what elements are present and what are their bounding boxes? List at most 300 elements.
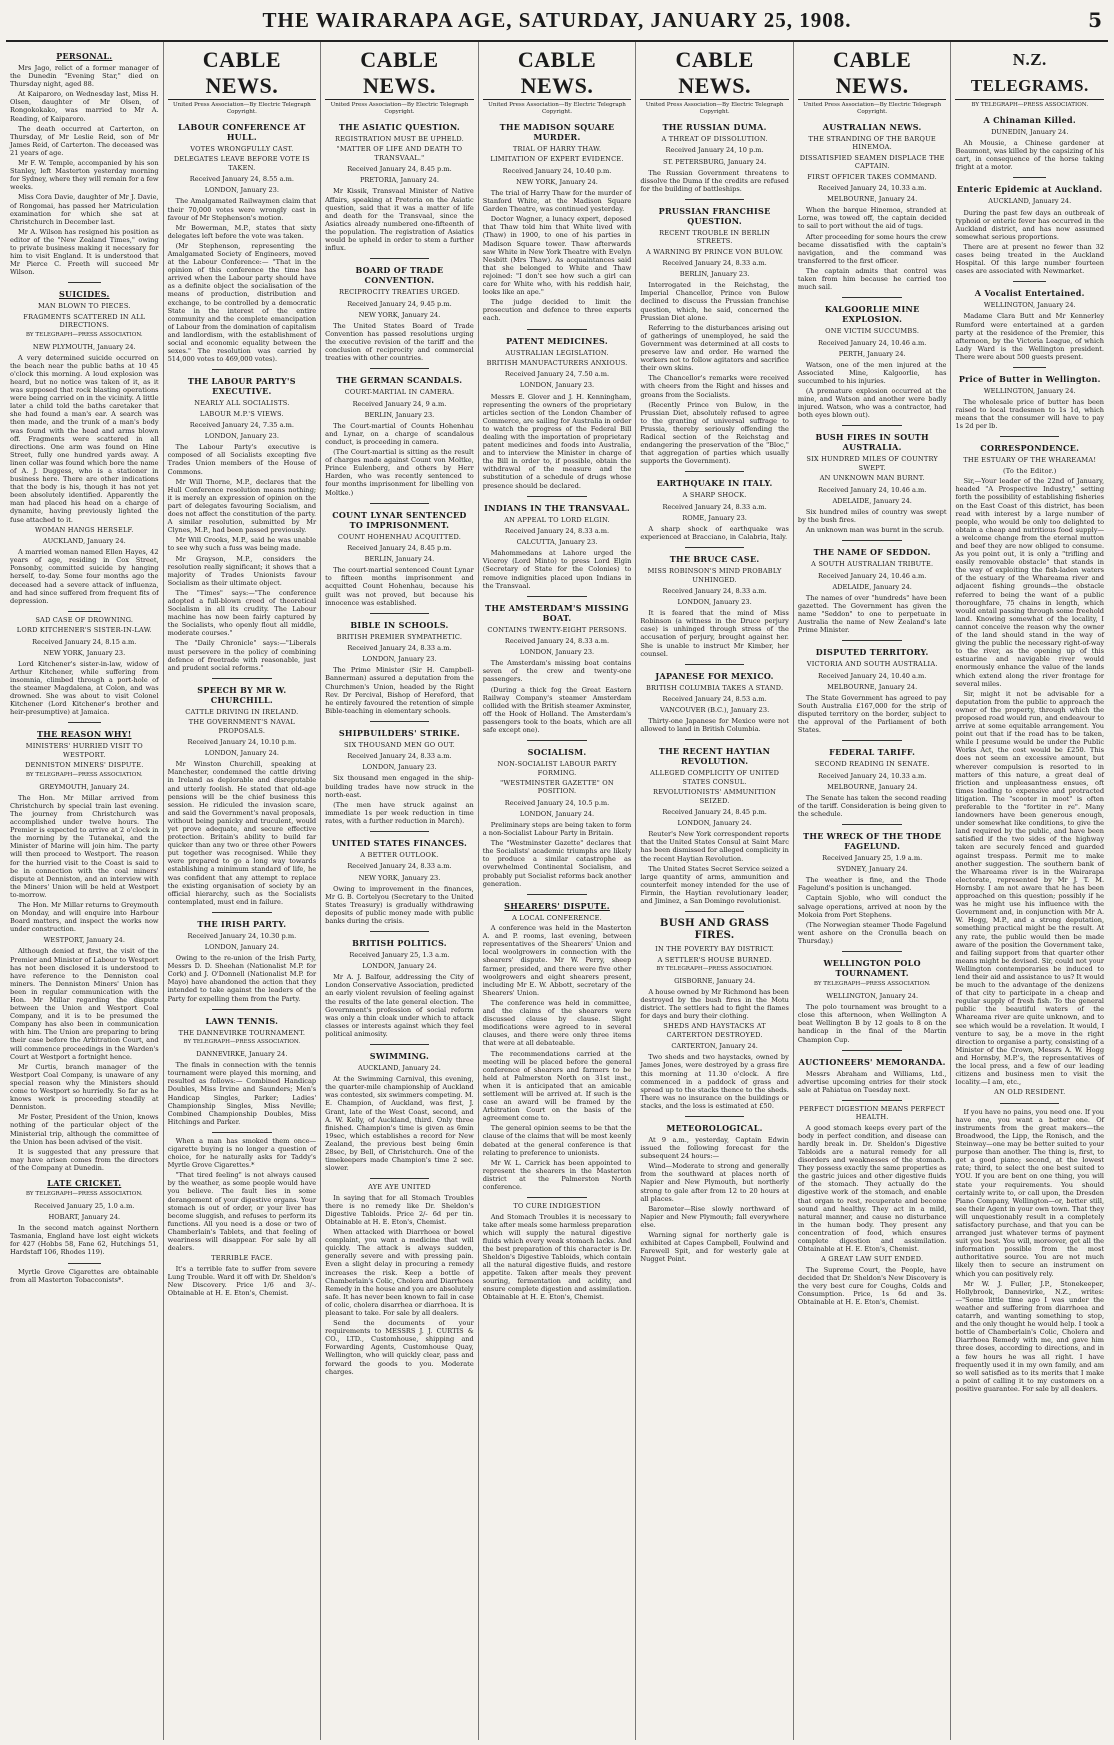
column-heading: N.Z. TELEGRAMS.	[955, 47, 1104, 100]
dateline: NEW YORK, January 23.	[358, 873, 441, 882]
dateline: GREYMOUTH, January 24.	[39, 782, 130, 791]
paragraph: The recommendations carried at the meeting will be placed before the general conference of shearers and farmers to be held at Palmerston North on 31st inst., when it is anticipated that an amicable settlement will be arrived at. If such is the case an award will be framed by the Arbitration Court on the basis of the agreement come to.	[482, 1049, 632, 1123]
divider	[370, 1178, 429, 1179]
paragraph: A very determined suicide occurred on the beach near the public baths at 10 45 o'clock this morning. A loud explosion was heard, but no notice was taken of it, as it was supposed that rock blasting operations were being carried on in the vicinity. A little later a child told the baths caretaker that she had found a man's ear. A search was then made, and the trunk of a man's body was found with the head and arms blown off. Fragments were scattered in all directions. One arm was found on Hine Street, fully one hundred yards away. A linen collar was found which bore the name of A. J. Duggess, who is a stationer in business here. There are other indications that the body is his, though it has not yet been absolutely identified. Apparently the man had placed his head on a charge of dynamite, having previously lighted the fuse attached to it.	[10, 353, 159, 524]
paragraph: Mr Will Thorne, M.P., declares that the Hull Conference resolution means nothing; it is merely an expression of opinion on the part of delegates favouring Socialism, and does not affect the constitution of the party. A similar resolution, submitted by Mr Clynes, M.P., had been passed previously.	[167, 477, 317, 535]
dateline: AUCKLAND, January 24.	[988, 197, 1072, 206]
dateline: Received January 24, 8.33 a.m.	[662, 502, 767, 511]
article-heading: BIBLE IN SCHOOLS.	[350, 619, 449, 630]
byline: BY TELEGRAPH—PRESS ASSOCIATION.	[25, 331, 143, 338]
subheading: A LOCAL CONFERENCE.	[512, 913, 602, 922]
column-personal	[6, 42, 164, 1740]
paragraph: Interrogated in the Reichstag, the Imperial Chancellor, Prince von Bulow declined to discuss the Prussian franchise question, which, he said, concerned the Prussian Diet alone.	[640, 281, 789, 322]
byline: BY TELEGRAPH—PRESS ASSOCIATION.	[813, 981, 931, 988]
divider	[370, 613, 429, 614]
paragraph: Wind—Moderate to strong and generally from the southward at places north of Napier and New Plymouth, but northerly strong to gale after from 12 to 20 hours at all places.	[640, 1162, 789, 1203]
paragraph: The "Westminster Gazette" declares that the Socialists' academic triumphs are likely to produce a similar catastrophe as overwhelmed Continental Socialism, and probably put Socialist reforms back another generation.	[482, 839, 632, 888]
article-heading: A Chinaman Killed.	[983, 115, 1076, 125]
paragraph: Madame Clara Butt and Mr Kennerley Rumford were entertained at a garden party at the residence of the Premier, this afternoon, by the Victoria League, of which Lady Ward is the Wellington president. There were about 500 guests present.	[955, 312, 1105, 361]
dateline: Received January 25, 1.3 a.m.	[349, 951, 450, 960]
divider	[370, 931, 429, 932]
dateline: Received January 25, 1.0 a.m.	[34, 1201, 135, 1210]
dateline: Received January 24, 8.45 p.m.	[347, 544, 452, 553]
dateline: LONDON, January 23.	[362, 763, 437, 772]
divider	[842, 1050, 901, 1051]
byline: BY TELEGRAPH—PRESS ASSOCIATION.	[971, 102, 1089, 108]
subheading: SIX THOUSAND MEN GO OUT.	[343, 740, 455, 749]
paragraph: Mr Will Crooks, M.P., said he was unable to see why such a fuss was being made.	[167, 536, 317, 553]
section-heading: SUICIDES.	[58, 289, 110, 300]
paragraph: The trial of Harry Thaw for the murder of Stanford White, at the Madison Square Garden Theatre, was continued yesterday.	[482, 189, 632, 214]
byline: BY TELEGRAPH—PRESS ASSOCIATION.	[656, 965, 773, 972]
dateline: BERLIN, January 23.	[679, 270, 750, 279]
divider	[370, 1044, 429, 1045]
dateline: CALCUTTA, January 23.	[516, 538, 598, 547]
divider	[212, 678, 271, 679]
dateline: WELLINGTON, January 24.	[826, 992, 919, 1001]
paragraph: Miss Cora Davie, daughter of Mr J. Davie, of Rongomai, has passed her Matriculation examination for which she sat at Christchurch in December last.	[10, 193, 159, 226]
dateline: Received January 24, 9.45 p.m.	[347, 299, 452, 308]
dateline: LONDON, January 23.	[362, 655, 437, 664]
paragraph: The Chancellor's remarks were received with cheers from the Right and hisses and groans from the Socialists.	[640, 374, 789, 399]
paragraph: Mr Winston Churchill, speaking at Manchester, condemned the cattle driving in Ireland as deplorable and disreputable and utterly foolish. He stated that old-age pensions will be the chief business this session. He ridiculed the invasion scare, and said the Government's naval proposals, without being panicky and truculent, would yet prove adequate, and secure effective protection. Britain's ability to build far quicker than any two or three other Powers put together was recognised. While they were prepared to go a long way towards establishing a minimum standard of life, he was confident that any attempt to replace the existing organisation of society by an official hierarchy, such as the Socialists contemplated, must end in failure.	[167, 760, 317, 906]
subheading: BRITISH MANUFACTURERS ANXIOUS.	[486, 358, 628, 367]
divider	[370, 258, 429, 259]
subheading: SHEDS AND HAYSTACKS AT CARTERTON DESTROYED.	[663, 1022, 766, 1039]
paragraph: The Hon. Mr Millar returns to Greymouth on Monday, and will enquire into Harbour Board matters, and inspect the works now under construction.	[10, 900, 159, 934]
dateline: Received January 25, 1.9 a.m.	[822, 854, 923, 863]
article-heading: KALGOORLIE MINE EXPLOSION.	[824, 304, 920, 325]
subheading: RECIPROCITY TREATIES URGED.	[339, 288, 460, 297]
advertisement: Mr W. J. Fuller, J.P., Stonekeeper, Hollybrook, Dannevirke, N.Z., writes:—"Some little time ago I was under the weather and suffering from diarrhoea and catarrh, and wanting something to stop, and the only thought he would help. I took a bottle of Chamberlain's Colic, Cholera and Diarrhoea Remedy with me, and gave him three doses, according to directions, and in a few hours he was all right. I have frequently used it in my own family, and am so well satisfied as to its merits that I make a point of calling it to my customers on a positive guarantee. For sale by all dealers.	[955, 1279, 1105, 1393]
paragraph: The Prime Minister (Sir H. Campbell-Bannerman) assured a deputation from the Churchmen's Union, headed by the Right Rev. Dr Percival, Bishop of Hereford, that he entirely favoured the retention of simple Bible-teaching in elementary schools.	[325, 666, 474, 715]
subheading: A SOUTH AUSTRALIAN TRIBUTE.	[811, 560, 934, 569]
divider	[685, 547, 744, 548]
divider	[685, 199, 744, 200]
dateline: PRETORIA, January 24.	[359, 176, 439, 185]
subheading: REVOLUTIONISTS' AMMUNITION SEIZED.	[653, 788, 777, 805]
paragraph: Ah Mousie, a Chinese gardener at Beaumont, was killed by the capsizing of his cart, in consequence of the horse taking fright at a motor.	[955, 139, 1105, 172]
subheading: DELEGATES LEAVE BEFORE VOTE IS TAKEN.	[173, 155, 310, 172]
article-heading: JAPANESE FOR MEXICO.	[655, 670, 774, 681]
subheading: NON-SOCIALIST LABOUR PARTY FORMING.	[497, 760, 617, 777]
paragraph: Mr Bowerman, M.P., states that sixty delegates left before the vote was taken.	[167, 223, 317, 240]
article-heading: SWIMMING.	[369, 1051, 430, 1062]
paragraph: A house owned by Mr Richmond has been destroyed by the bush fires in the Motu district. The settlers had to fight the flames for days and bury their clothing.	[640, 988, 789, 1021]
dateline: WESTPORT, January 24.	[43, 936, 125, 945]
paragraph: (Mr Stephenson, representing the Amalgamated Society of Engineers, moved at the Labour Conference:— "That in the opinion of this conference the time has arrived when the Labour party should have as a definite object the socialisation of the means of production, distribution and exchange, to be controlled by a democratic State in the interest of the entire community and the complete emancipation of Labour from the domination of capitalism and landlordism, with the establishment of social and economic equality between the sexes." The resolution was carried by 514,000 votes to 469,000 votes).	[167, 241, 317, 364]
article-heading: INDIANS IN THE TRANSVAAL.	[484, 502, 630, 513]
paragraph: The captain admits that control was taken from him because he carried too much sail.	[797, 266, 947, 292]
divider	[842, 740, 901, 741]
divider	[1013, 281, 1046, 282]
advertisement: And Stomach Troubles it is necessary to take after meals some harmless preparation which will supply the natural digestive fluids which every weak stomach lacks. And the best preparation of this character is Dr. Sheldon's Digestive Tabloids, which contain all the natural digestive fluids, and restore appetite. Taken after meals they prevent souring, fermentation and acidity, and ensure complete digestion and assimilation. Obtainable at H. E. Eton's, Chemist.	[482, 1212, 632, 1302]
divider	[527, 740, 586, 741]
dateline: LONDON, January 24.	[204, 749, 279, 758]
subheading: MISS ROBINSON'S MIND PROBABLY UNHINGED.	[647, 567, 782, 584]
divider	[842, 297, 901, 298]
dateline: Received January 24, 8.33 a.m.	[662, 586, 767, 595]
advertisement: "That tired feeling" is not always caused by the weather, as some people would have you believe. The fault lies in some derangement of your digestive organs. Your stomach is out of order, or your liver has become sluggish, and refuses to perform its functions. All you need is a dose or two of Chamberlain's Tablets, and that feeling of weariness will disappear. For sale by all dealers.	[167, 1171, 317, 1253]
paragraph: The weather is fine, and the Thode Fagelund's position is unchanged.	[797, 876, 947, 893]
subheading: BRITISH PREMIER SYMPATHETIC.	[336, 632, 463, 641]
subheading: DISSATISFIED SEAMEN DISPLACE THE CAPTAIN.	[799, 153, 945, 171]
paragraph: Reuter's New York correspondent reports that the United States Consul at Saint Marc has been dismissed for alleged complicity in the recent Haytian Revolution.	[640, 830, 789, 863]
subheading: AN APPEAL TO LORD ELGIN.	[504, 515, 610, 524]
paragraph: Barometer—Rise slowly northward of Napier and New Plymouth; fall everywhere else.	[640, 1204, 789, 1229]
paragraph: At Kaiparoro, on Wednesday last, Miss H. Olsen, daughter of Mr Olsen, of Rongokokako, was married to Mr A. Reading, of Kaiparoro.	[10, 90, 159, 123]
paragraph: The Senate has taken the second reading of the tariff. Consideration is being given to the schedule.	[797, 793, 947, 818]
subheading: A SETTLER'S HOUSE BURNED.	[657, 955, 772, 964]
dateline: Received January 24, 8.55 a.m.	[189, 175, 294, 184]
subheading: RECENT TROUBLE IN BERLIN STREETS.	[659, 228, 771, 246]
divider	[527, 894, 586, 895]
article-heading: BOARD OF TRADE CONVENTION.	[355, 265, 444, 286]
article-heading: THE BRUCE CASE.	[669, 554, 760, 565]
dateline: Received January 24, 10.40 p.m.	[502, 166, 612, 175]
subheading: ALLEGED COMPLICITY OF UNITED STATES CONSUL.	[650, 769, 780, 786]
paragraph: Lord Kitchener's sister-in-law, widow of Arthur Kitchener, while suffering from insomnia, climbed through a port-hole of the steamer Magdalena, at Colon, and was drowned. She was about to visit Colonel Kitchener (Lord Kitchener's brother and heir-presumptive) at Jamaica.	[10, 659, 159, 717]
paragraph: The State Government has agreed to pay South Australia £167,000 for the strip of disputed territory on the border, subject to the approval of the Parliament of both States.	[797, 693, 947, 735]
paragraph: When the barque Hinemoa, stranded at Lorne, was towed off, the captain decided to sail to port without the aid of tugs.	[797, 206, 947, 231]
article-heading: FEDERAL TARIFF.	[829, 747, 916, 758]
divider	[1013, 367, 1046, 368]
paragraph: The Russian Government threatens to dissolve the Duma if the credits are refused for the building of battleships.	[640, 168, 789, 193]
subheading: WOMAN HANGS HERSELF.	[34, 525, 134, 534]
divider	[842, 1100, 901, 1101]
subheading: "MATTER OF LIFE AND DEATH TO TRANSVAAL."	[336, 145, 463, 162]
paragraph: The Hon. Mr Millar arrived from Christchurch by special train last evening. The journey from Christchurch was accomplished under twelve hours. The Premier is expected to arrive at 2 o'clock in the morning by the Tutanekai, and the Minister of Marine will join him. The party will then proceed to Westport. The reason for the hurried visit to the Coast is said to be in connection with the coal miners' dispute at Denniston, and an interview with the Miners' Union will be held at Westport to-morrow.	[10, 793, 159, 899]
paragraph: Mr Kissik, Transvaal Minister of Native Affairs, speaking at Pretoria on the Asiatic question, said that it was a matter of life and death for the Transvaal, since the Asiatics already numbered one-fifteenth of the population. The registration of Asiatics would be upheld in order to stem a further influx.	[325, 187, 474, 253]
dateline: DUNEDIN, January 24.	[991, 128, 1069, 136]
subheading: LABOUR M.P.'S VIEWS.	[199, 409, 284, 418]
advertisement: Send the documents of your requirements to MESSRS J. J. CURTIS & CO., LTD., Customhouse, shipping and Forwarding Agents, Customhouse Quay, Wellington, who will quickly clear, pass and forward the goods to you. Moderate charges.	[325, 1319, 474, 1376]
dateline: MELBOURNE, January 24.	[827, 782, 918, 791]
subheading: A WARNING BY PRINCE VON BULOW.	[645, 247, 784, 256]
dateline: AUCKLAND, January 24.	[42, 537, 126, 546]
paragraph: Mr A. Wilson has resigned his position as editor of the "New Zealand Times," owing to private business making it necessary for him to visit England. It is understood that Mr Pierce C. Freeth will succeed Mr Wilson.	[10, 227, 159, 277]
dateline: NEW YORK, January 23.	[43, 648, 126, 657]
subheading: VICTORIA AND SOUTH AUSTRALIA.	[806, 660, 938, 669]
subheading: THE ESTUARY OF THE WHAREAMA!	[963, 456, 1097, 465]
paragraph: Mrs Jago, relict of a former manager of the Dunedin "Evening Star," died on Thursday night, aged 88.	[10, 64, 159, 89]
paragraph: Owing to improvement in the finances, Mr G. B. Cortelyou (Secretary to the United States Treasury) is gradually withdrawing deposits of public money made with public banks during the crisis.	[325, 884, 474, 925]
paragraph: The Labour Party's executive is composed of all Socialists excepting five Trades Union members of the House of Commons.	[167, 443, 317, 476]
article-heading: BUSH AND GRASS FIRES.	[659, 918, 770, 942]
subheading: REGISTRATION MUST BE UPHELD.	[334, 135, 464, 143]
paragraph: The United States Board of Trade Convention has passed resolutions urging the executive revision of the tariff and the conclusion of reciprocity and commercial treaties with other countries.	[325, 321, 474, 363]
subheading: THE GOVERNMENT'S NAVAL PROPOSALS.	[188, 718, 295, 735]
dateline: Received January 24, 8.45 p.m.	[347, 165, 452, 174]
divider	[212, 912, 271, 913]
divider	[1000, 1103, 1059, 1104]
divider	[842, 540, 901, 541]
advertisement: It's a terrible fate to suffer from severe Lung Trouble. Ward it off with Dr. Sheldon's New Discovery. Price 1/6 and 3/-. Obtainable at H. E. Eton's, Chemist.	[167, 1264, 317, 1297]
dateline: Received January 24, 10.30 p.m.	[187, 931, 297, 940]
dateline: LONDON, January 23.	[519, 648, 595, 657]
divider	[212, 369, 271, 370]
paragraph: A sharp shock of earthquake was experienced at Bracciano, in Calabria, Italy.	[640, 524, 789, 542]
subheading: (To the Editor.)	[1003, 466, 1057, 475]
dateline: NEW YORK, January 24.	[358, 310, 441, 319]
newspaper-title: THE WAIRARAPA AGE, SATURDAY, JANUARY 25, 1908.	[262, 7, 852, 32]
paragraph: Preliminary steps are being taken to form a non-Socialist Labour Party in Britain.	[482, 820, 632, 838]
dateline: Received January 24, 10.46 a.m.	[817, 571, 927, 580]
copyright-note: United Press Association—By Electric Telegraph Copyright.	[645, 102, 784, 115]
paragraph: A married woman named Ellen Hayes, 42 years of age, residing in Cox Street, Ponsonby, committed suicide by hanging herself, to-day. Some four months ago the deceased had a severe attack of influenza, and had since suffered from frequent fits of depression.	[10, 548, 159, 605]
column-cable-news-1	[164, 42, 322, 1740]
page-number: 5	[1088, 8, 1102, 32]
paragraph: At the Swimming Carnival, this evening, the quarter-mile championship of Auckland was contested, six swimmers competing. M. E. Champion, of Auckland, was first, J. Grant, late of the West Coast, second, and A. W. Kelly, of Auckland, third. Only three finished. Champion's time is given as 6min 19sec, which establishes a record for New Zealand, the previous best being 6min 28sec, by Bell, of Christchurch. One of the timekeepers made Champion's time 2 sec. slower.	[325, 1075, 474, 1173]
copyright-note: United Press Association—By Electric Telegraph Copyright.	[803, 102, 942, 115]
dateline: Received January 24, 10.46 a.m.	[817, 485, 927, 494]
divider	[527, 329, 586, 330]
dateline: Received January 24, 8.33 a.m.	[347, 752, 452, 761]
byline: BY TELEGRAPH—PRESS ASSOCIATION.	[25, 1190, 143, 1197]
divider	[68, 722, 101, 723]
paragraph: An unknown man was burnt in the scrub.	[805, 526, 945, 534]
article-heading: THE RECENT HAYTIAN REVOLUTION.	[658, 746, 771, 767]
subheading: THE DANNEVIRKE TOURNAMENT.	[178, 1028, 306, 1037]
paragraph: Thirty-one Japanese for Mexico were not allowed to land in British Columbia.	[640, 717, 789, 734]
paragraph: During the past few days an outbreak of typhoid or enteric fever has occurred in the Auckland district, and has now assumed somewhat serious proportions.	[955, 208, 1105, 241]
dateline: LONDON, January 24.	[204, 943, 279, 951]
article-heading: BUSH FIRES IN SOUTH AUSTRALIA.	[815, 432, 929, 453]
article-heading: THE IRISH PARTY.	[197, 918, 287, 929]
dateline: Received January 24, 8.45 p.m.	[662, 808, 767, 817]
subheading: MAN BLOWN TO PIECES.	[37, 302, 131, 311]
dateline: Received January 24, 8.15 a.m.	[32, 637, 137, 646]
subheading: "WESTMINSTER GAZETTE" ON POSITION.	[500, 778, 614, 796]
ad-heading: PERFECT DIGESTION MEANS PERFECT HEALTH.	[799, 1104, 946, 1122]
dateline: Received January 24, 7.50 a.m.	[504, 370, 610, 379]
dateline: GISBORNE, January 24.	[674, 976, 756, 985]
byline: BY TELEGRAPH—PRESS ASSOCIATION.	[183, 1039, 301, 1046]
dateline: LONDON, January 23.	[677, 598, 752, 607]
paragraph: Sir, might it not be advisable for a deputation from the public to approach the owner of the property, through which the proposed road would run, and endeavour to arrive at some equitable arrangement. You point out that if the road has to be taken, while I presume would be under the Public Works Act, the cost would be £250. This does not seem an excessive amount, but wherever compulsion is resorted to in matters of this nature, a great deal of friction and unpleasantness ensues, oft times leading to expensive and protracted litigation. The "scooter in moot" is often preferable to the "fortiter in re". Many landowners have been generous enough, under somewhat like conditions, to give the land required by the public, and have been satisfied if the two sides of the highway taken are securely fenced and guarded against trespass. Permit me to make another suggestion. The southern bank of the Whareama river is in the Wairarapa electorate, represented by Mr J. T. M. Hornsby. I am not aware that he has been approached on this question; possibly if he was he might use his influence with the Government and, in conjunction with Mr A. W. Hogg, M.P., and a strong deputation, something practical might be the result. At any rate, the public would then be made aware of the position the Government take, and failing support from that quarter other means might be devised. Sir, could not your Wellington contemporaries be induced to lend their aid and assistance to us? It would be much to the advantage of the denizens of that city to participate in a cheap and regular supply of fresh fish. To the general public the beautiful waters of the Whareama river are quite unknown, and to see which would be a revelation. It would, I venture to say, be a move in the right direction to organise a party, consisting of a Minister of the Crown, Messrs A. W. Hogg and Hornsby, M.P.'s, the representatives of the local press, and a few of our leading citizens and business men to visit the locality.—I am, etc.,	[955, 689, 1105, 1087]
dateline: Received January 24, 10.33 a.m.	[817, 771, 927, 780]
column-cable-news-5	[794, 42, 952, 1740]
column-cable-news-2	[321, 42, 479, 1740]
dateline: Received January 24, 10.40 a.m.	[817, 671, 927, 680]
advertisement: When attacked with Diarrhoea or bowel complaint, you want a medicine that will quickly. The attack is always sudden, generally severe and with pressing pain. Even a slight delay in procuring a remedy increases the risk. Keep a bottle of Chamberlain's Colic, Cholera and Diarrhoea Remedy in the house and you are absolutely safe. It has never been known to fail in case of colic, cholera disarrhea or diarrhoea. It is pleasant to take. For sale by all dealers.	[325, 1228, 474, 1317]
dateline: NEW PLYMOUTH, January 24.	[32, 342, 136, 351]
dateline: LONDON, January 24.	[677, 819, 752, 828]
divider	[370, 503, 429, 504]
paragraph: The conference was held in committee, and the claims of the shearers were discussed clause by clause. Slight modifications were agreed to in several clauses, and there were only three items that were at all debateable.	[482, 998, 632, 1048]
dateline: MELBOURNE, January 24.	[827, 682, 918, 691]
column-heading: CABLE NEWS.	[325, 47, 474, 100]
paragraph: It is suggested that any pressure that may have arisen comes from the directors of the Company at Dunedin.	[10, 1147, 159, 1172]
article-heading: THE NAME OF SEDDON.	[813, 547, 931, 558]
dateline: WELLINGTON, January 24.	[983, 301, 1076, 310]
article-heading: SPEECH BY MR W. CHURCHILL.	[197, 684, 287, 705]
dateline: DANNEVIRKE, January 24.	[196, 1050, 288, 1059]
article-heading: SOCIALISM.	[527, 747, 587, 758]
subheading: MINISTERS' HURRIED VISIT TO WESTPORT.	[25, 742, 143, 759]
paragraph: Messrs E. Glover and J. H. Kenningham, representing the owners of the proprietary articles section of the London Chamber of Commerce, are sailing for Australia in order to watch the progress of the Federal Bill dealing with the importation of proprietary patent medicines and foods into Australia, and to interview the Minister in charge of the Bill in order to, if possible, obtain the withdrawal of the measure and the substitution of a schedule of drugs whose presence should be declared.	[482, 392, 632, 490]
article-heading: SHIPBUILDERS' STRIKE.	[338, 727, 461, 738]
subheading: CATTLE DRIVING IN IRELAND.	[185, 707, 299, 716]
divider	[685, 471, 744, 472]
article-heading: THE WRECK OF THE THODE FAGELUND.	[803, 831, 942, 852]
column-heading: CABLE NEWS.	[483, 47, 632, 100]
column-nz-telegrams	[951, 42, 1108, 1740]
subheading: SAD CASE OF DROWNING.	[35, 615, 134, 624]
paragraph: Doctor Wagner, a lunacy expert, deposed that Thaw told him that White lived with (Thaw) in 1900, to one of his parties in Madison Square tower. Thaw afterwards saw White in New York Theatre with Evelyn Nesbitt (Mrs Thaw). As acquaintances said that she belonged to White and Thaw rejoined: "I don't see how such a girl can care for White who, with his reddish hair, looks like an ape."	[482, 215, 632, 297]
paragraph: (The Norwegian steamer Thode Fagelund went ashore on the Cronulla beach on Thursday.)	[797, 920, 947, 945]
divider	[1000, 436, 1059, 437]
article-heading: THE AMSTERDAM'S MISSING BOAT.	[485, 602, 629, 623]
subheading: A SHARP SHOCK.	[682, 491, 747, 500]
copyright-note: United Press Association—By Electric Telegraph Copyright.	[330, 102, 469, 115]
article-heading: WELLINGTON POLO TOURNAMENT.	[823, 958, 921, 979]
dateline: ROME, January 23.	[682, 513, 747, 522]
dateline: Received January 24, 8.33 a.m.	[504, 637, 610, 646]
paragraph: It is feared that the mind of Miss Robinson (a witness in the Druce perjury case) is unhinged through stress of the accusation of perjury, brought against her. She is unable to instruct Mr Kimber, her counsel.	[640, 609, 789, 658]
dateline: Received January 24, 10.33 a.m.	[817, 184, 927, 193]
subheading: FRAGMENTS SCATTERED IN ALL DIRECTIONS.	[23, 312, 146, 330]
subheading: ONE VICTIM SUCCUMBS.	[825, 327, 920, 336]
article-heading: PATENT MEDICINES.	[506, 335, 608, 346]
article-heading: A Vocalist Entertained.	[974, 288, 1085, 299]
subheading: CONTAINS TWENTY-EIGHT PERSONS.	[487, 625, 627, 634]
subheading: VOTES WRONGFULLY CAST.	[190, 145, 294, 153]
article-heading: UNITED STATES FINANCES.	[331, 838, 468, 849]
paragraph: Owing to the re-union of the Irish Party, Messrs D. D. Sheehan (Nationalist M.P. for Cork) and J. O'Donnell (Nationalist M.P. for Mayo) have abandoned the action that they intended to take against the leaders of the Party for expelling them from the Party.	[167, 954, 317, 1003]
ad-heading: AYE AYE UNITED	[368, 1183, 431, 1192]
columns	[6, 42, 1108, 1740]
divider	[370, 368, 429, 369]
divider	[212, 1009, 271, 1010]
article-heading: BRITISH POLITICS.	[352, 938, 447, 949]
article-heading: AUSTRALIAN NEWS.	[822, 122, 922, 132]
dateline: ADELAIDE, January 24.	[832, 496, 912, 505]
paragraph: Mr A. J. Balfour, addressing the City of London Conservative Association, predicted an early violent revulsion of feeling against the results of the late general election. The Government's profession of social reform was only a thin cloak under which to attack classes or interests against which they feel political animosity.	[325, 973, 474, 1038]
dateline: Received January 24, 8.33 a.m.	[662, 259, 767, 268]
article-heading: LABOUR CONFERENCE AT HULL.	[178, 122, 306, 142]
column-heading: CABLE NEWS.	[168, 47, 317, 100]
divider	[685, 911, 744, 912]
paragraph: Mr Curtis, branch manager of the Westport Coal Company, is unaware of any special reason why the Ministers should come to Westport so hurriedly. So far as he knows work is proceeding steadily at Denniston.	[10, 1062, 159, 1112]
divider	[212, 1132, 271, 1133]
paragraph: Mr Grayson, M.P., considers the resolution really significant; it shows that a majority of Trades Unionists favour Socialism as their ultimate object.	[167, 554, 317, 587]
subheading: DENNISTON MINERS' DISPUTE.	[25, 761, 144, 770]
divider	[370, 721, 429, 722]
paragraph: Sir,—Your leader of the 22nd of January, headed "A Prospective Industry," setting forth the possibility of establishing fisheries on the East Coast of this district, has been read with interest by a large number of people, who would be only too delighted to obtain a cheap and nutritious food supply—a welcome change from the eternal mutton and beef they are now obliged to consume. As you point out, it is only a "trifling and easily removable obstacle" that stands in the way of exploiting the fish-laden waters of the estuary of the Whareama river and adjacent fishing grounds—the obstacle referred to being the want of a public thoroughfare, 75 chains in length, which would entail passing through some freehold land. Knowing somewhat of the locality, I cannot conceive the reason why the owner of the land should stand in the way of giving the public the necessary right-of-way to the river, as the opening up of this estuarine and navigable river would enormously enhance the value of the lands which extend along the river frontage for several miles.	[955, 477, 1105, 688]
paragraph: There are at present no fewer than 32 cases being treated in the Auckland Hospital. Of this large number fourteen cases are associated with Newmarket.	[955, 242, 1105, 276]
paragraph: Two sheds and two haystacks, owned by James Jones, were destroyed by a grass fire this morning at 11.30 o'clock. A fire commenced in a paddock of grass and spread up to the stacks thence to the sheds. There was no insurance on the buildings or stacks, and the loss is estimated at £50.	[640, 1053, 789, 1110]
paragraph: Referring to the disturbances arising out of gatherings of unemployed, he said the Government was determined at all costs to preserve law and order. He warned the workers not to follow agitators and sacrifice their own skins.	[640, 323, 789, 373]
article-heading: DISPUTED TERRITORY.	[815, 647, 929, 658]
paragraph: Six thousand men engaged in the ship-building trades have now struck in the north-east.	[325, 774, 474, 799]
article-heading: LAWN TENNIS.	[205, 1015, 279, 1026]
paragraph: The court-martial sentenced Count Lynar to fifteen months imprisonment and acquitted Count Hohenhau, because his guilt was not proved, but because his innocence was established.	[325, 566, 474, 607]
paragraph: The Amalgamated Railwaymen claim that their 70,000 votes were wrongly cast in favour of Mr Stephenson's motion.	[167, 197, 317, 222]
paragraph: Mr F. W. Temple, accompanied by his son Stanley, left Masterton yesterday morning for Sydney, where they will remain for a few weeks.	[10, 159, 159, 192]
section-heading: THE REASON WHY!	[37, 729, 132, 740]
article-heading: THE ASIATIC QUESTION.	[338, 122, 460, 132]
article-heading: CORRESPONDENCE.	[980, 443, 1080, 454]
dateline: Received January 24, 8.53 a.m.	[662, 695, 767, 704]
advertisement: The Supreme Court, the People, have decided that Dr. Sheldon's New Discovery is the very best cure for Coughs, Colds and Consumption. Price, 1s 6d and 3s. Obtainable at H. E. Eton's, Chemist.	[797, 1265, 947, 1306]
dateline: AUCKLAND, January 24.	[357, 1064, 441, 1073]
paragraph: The "Daily Chronicle" says:—"Liberals must persevere in the policy of combining defence of freetrade with reasonable, just and prudent social reforms."	[167, 639, 317, 672]
divider	[68, 611, 101, 612]
dateline: LONDON, January 24.	[519, 809, 595, 818]
dateline: Received January 24, 9 a.m.	[352, 399, 447, 408]
divider	[68, 282, 101, 283]
paragraph: At 9 a.m., yesterday, Captain Edwin issued the following forecast for the subsequent 24 hours:—	[640, 1135, 789, 1161]
dateline: SYDNEY, January 24.	[836, 865, 908, 874]
paragraph: The names of over "hundreds" have been gazetted. The Government has given the name "Seddon" to one to perpetuate in Australia the name of New Zealand's late Prime Minister.	[797, 593, 947, 635]
subheading: COURT-MARTIAL IN CAMERA.	[344, 388, 455, 397]
copyright-note: United Press Association—By Electric Telegraph Copyright.	[488, 102, 626, 115]
signature: AN OLD RESIDENT.	[994, 1088, 1066, 1097]
paragraph: Messrs Abraham and Williams, Ltd., advertise upcoming entries for their stock sale at Pahiatua on Tuesday next.	[797, 1069, 947, 1094]
advertisement: A good stomach keeps every part of the body in perfect condition, and disease can hardly break in. Dr. Sheldon's Digestive Tabloids are a natural remedy for all disorders and weaknesses of the stomach. They possess exactly the same properties as the gastric juices and other digestive fluids of the stomach. They actually do the digestive work of the stomach, and enable that organ to rest, recuperate and become sound and healthy. They act in a mild, natural manner, and cause no disturbance in the human body. They present any concentration of food, which ensures complete digestion and assimilation. Obtainable at H. E. Eton's, Chemist.	[797, 1123, 947, 1254]
subheading: A THREAT OF DISSOLUTION.	[661, 135, 768, 143]
paragraph: (Recently Prince von Bulow, in the Prussian Diet, absolutely refused to agree to the granting of universal suffrage to Prussia, thereby seriously offending the Radical section of the Reichstag and endangering the preservation of the "Bloc," that aggregation of parties which usually supports the Government).	[640, 400, 789, 466]
divider	[527, 1197, 586, 1198]
advertisement: Myrtle Grove Cigarettes are obtainable from all Masterton Tobacconists*.	[10, 1267, 159, 1284]
article-heading: THE RUSSIAN DUMA.	[662, 122, 767, 132]
article-heading: SHEARERS' DISPUTE.	[504, 900, 610, 911]
article-heading: THE GERMAN SCANDALS.	[336, 375, 463, 386]
dateline: LONDON, January 23.	[204, 186, 279, 195]
dateline: Received January 24, 7.35 a.m.	[189, 421, 294, 430]
paragraph: (A premature explosion occurred at the mine, and Watson and another were badly injured. Watson, who was a contractor, had both eyes blown out).	[797, 387, 947, 420]
article-heading: COUNT LYNAR SENTENCED TO IMPRISONMENT.	[332, 509, 467, 530]
paragraph: The "Times" says:—"The conference adopted a full-blown creed of theoretical Socialism in all its crudity. The Labour machine has now been fairly captured by the Socialists, who openly flout all middle, moderate courses."	[167, 588, 317, 638]
paragraph: The general opinion seems to be that the clause of the claims that will be most keenly debated at the general conference is that relating to preference to unionists.	[482, 1124, 632, 1157]
dateline: VANCOUVER (B.C.), January 23.	[660, 706, 770, 715]
subheading: LORD KITCHENER'S SISTER-IN-LAW.	[16, 626, 152, 635]
dateline: ST. PETERSBURG, January 24.	[663, 157, 767, 166]
dateline: LONDON, January 24.	[362, 962, 437, 971]
dateline: MELBOURNE, January 24.	[827, 195, 918, 204]
article-heading: EARTHQUAKE IN ITALY.	[656, 478, 773, 489]
divider	[842, 425, 901, 426]
dateline: ADELAIDE, January 24.	[832, 582, 912, 591]
divider	[685, 1116, 744, 1117]
divider	[842, 824, 901, 825]
section-heading: PERSONAL.	[56, 51, 113, 61]
article-heading: PRUSSIAN FRANCHISE QUESTION.	[658, 205, 771, 226]
paragraph: In the second match against Northern Tasmania, England have lost eight wickets for 427 (Hobbs 58, Fane 62, Hutchings 51, Hardstaff 106, Rhodes 119).	[10, 1224, 159, 1257]
paragraph: The United States Secret Service seized a large quantity of arms, ammunition and counterfeit money intended for the use of Firmin, the Haytian revolutionary leader, and Jiminez, a San Domingo revolutionist.	[640, 864, 789, 906]
dateline: LONDON, January 23.	[204, 432, 279, 441]
divider	[527, 596, 586, 597]
divider	[370, 831, 429, 832]
paragraph: The polo tournament was brought to a close this afternoon, when Wellington A beat Wellington B by 12 goals to 8 on the handicap in the final of the Martin Champion Cup.	[797, 1003, 947, 1044]
article-heading: THE MADISON SQUARE MURDER.	[499, 122, 615, 142]
subheading: NEARLY ALL SOCIALISTS.	[194, 399, 290, 408]
paragraph: Captain Sjoblo, who will conduct the salvage operations, arrived at noon by the Mokoia from Port Stephens.	[797, 894, 947, 919]
divider	[842, 951, 901, 952]
paragraph: Mr W. L. Carrick has been appointed to represent the shearers in the Masterton district at the Palmerston North conference.	[482, 1158, 632, 1191]
ad-heading: A GREAT LAW SUIT ENDED.	[821, 1255, 924, 1264]
subheading: AUSTRALIAN LEGISLATION.	[505, 348, 609, 357]
divider	[685, 739, 744, 740]
column-heading: CABLE NEWS.	[798, 47, 947, 100]
dateline: WELLINGTON, January 24.	[983, 386, 1076, 395]
paragraph: Mr Foster, President of the Union, knows nothing of the particular object of the Ministerial trip, although the committee of the Union has been advised of the visit.	[10, 1113, 159, 1146]
dateline: CARTERTON, January 24.	[671, 1042, 758, 1051]
dateline: PERTH, January 24.	[838, 349, 906, 358]
dateline: LONDON, January 23.	[519, 381, 595, 390]
ad-heading: TERRIBLE FACE.	[211, 1254, 273, 1263]
